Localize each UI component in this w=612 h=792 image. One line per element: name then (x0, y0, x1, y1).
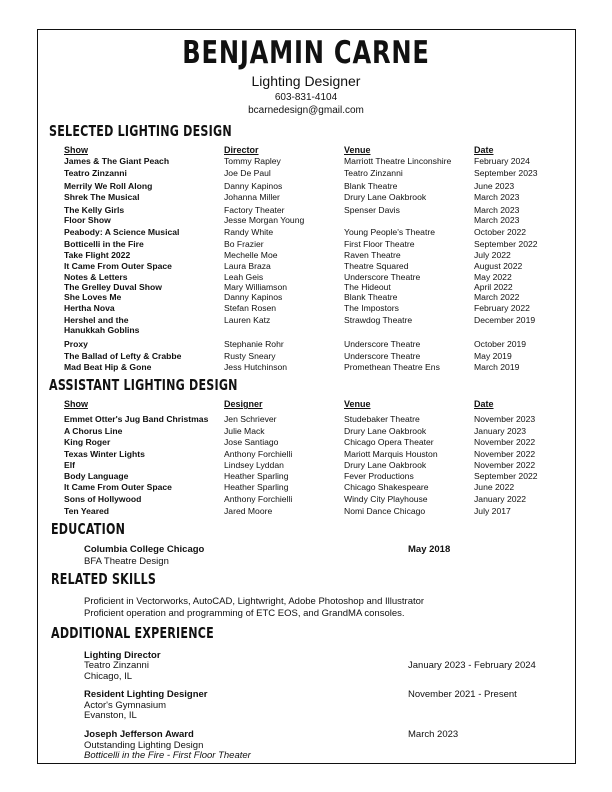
selected-cell-person: Mary Williamson (224, 282, 288, 292)
selected-cell-date: April 2022 (474, 282, 513, 292)
assistant-cell-date: July 2017 (474, 506, 511, 516)
assistant-cell-date: November 2022 (474, 460, 536, 470)
selected-cell-show: Mad Beat Hip & Gone (64, 362, 152, 372)
experience-date: January 2023 - February 2024 (408, 660, 536, 671)
education-degree: BFA Theatre Design (84, 556, 169, 567)
experience-role: Resident Lighting Designer (84, 689, 208, 700)
assistant-cell-venue: Mariott Marquis Houston (344, 449, 438, 459)
assistant-cell-date: January 2023 (474, 426, 527, 436)
selected-cell-person: Bo Frazier (224, 239, 264, 249)
assistant-cell-show: A Chorus Line (64, 426, 123, 436)
selected-cell-date: July 2022 (474, 250, 511, 260)
selected-cell-venue: Raven Theatre (344, 250, 401, 260)
selected-cell-date: October 2019 (474, 339, 527, 349)
section-heading-assistant: ASSISTANT LIGHTING DESIGN (49, 376, 238, 394)
selected-cell-show: The Grelley Duval Show (64, 282, 162, 292)
assistant-cell-date: November 2023 (474, 414, 536, 424)
selected-cell-show: Peabody: A Science Musical (64, 227, 180, 237)
selected-cell-person: Leah Geis (224, 272, 264, 282)
experience-role: Lighting Director (84, 650, 161, 661)
selected-cell-show: Take Flight 2022 (64, 250, 131, 260)
selected-cell-date: March 2022 (474, 292, 520, 302)
selected-cell-date: October 2022 (474, 227, 527, 237)
selected-cell-date: December 2019 (474, 315, 536, 325)
assistant-cell-person: Jen Schriever (224, 414, 277, 424)
selected-cell-person: Danny Kapinos (224, 292, 283, 302)
section-heading-skills: RELATED SKILLS (51, 570, 157, 588)
selected-cell-venue: Underscore Theatre (344, 339, 421, 349)
assistant-cell-show: King Roger (64, 437, 111, 447)
selected-cell-show: Botticelli in the Fire (64, 239, 144, 249)
assistant-cell-date: November 2022 (474, 449, 536, 459)
section-heading-experience: ADDITIONAL EXPERIENCE (51, 624, 214, 642)
selected-cell-person: Randy White (224, 227, 274, 237)
assistant-header-show: Show (64, 399, 88, 409)
selected-cell-date: March 2023 (474, 205, 520, 215)
assistant-cell-date: September 2022 (474, 471, 538, 481)
experience-place: Botticelli in the Fire - First Floor Theater (84, 750, 251, 761)
experience-place: Evanston, IL (84, 710, 137, 721)
selected-cell-venue: Blank Theatre (344, 181, 398, 191)
assistant-cell-person: Anthony Forchielli (224, 494, 293, 504)
selected-header-venue: Venue (344, 145, 371, 155)
section-heading-selected: SELECTED LIGHTING DESIGN (49, 122, 232, 140)
resume-name: BENJAMIN CARNE (182, 35, 430, 71)
selected-cell-venue: Blank Theatre (344, 292, 398, 302)
selected-cell-venue: Promethean Theatre Ens (344, 362, 440, 372)
selected-cell-date: May 2019 (474, 351, 512, 361)
selected-cell-date: June 2023 (474, 181, 515, 191)
experience-place: Chicago, IL (84, 671, 133, 682)
experience-org: Teatro Zinzanni (84, 660, 149, 671)
selected-cell-show: James & The Giant Peach (64, 156, 170, 166)
assistant-cell-person: Jared Moore (224, 506, 273, 516)
selected-cell-venue: Teatro Zinzanni (344, 168, 403, 178)
assistant-cell-show: Sons of Hollywood (64, 494, 142, 504)
section-heading-education: EDUCATION (51, 520, 126, 538)
selected-cell-person: Factory Theater (224, 205, 285, 215)
experience-org: Actor's Gymnasium (84, 700, 167, 711)
selected-cell-person: Stefan Rosen (224, 303, 277, 313)
assistant-cell-venue: Drury Lane Oakbrook (344, 460, 427, 470)
selected-cell-date: February 2024 (474, 156, 530, 166)
selected-cell-show: Floor Show (64, 215, 111, 225)
selected-cell-date: March 2019 (474, 362, 520, 372)
selected-cell-show: Shrek The Musical (64, 192, 140, 202)
assistant-cell-date: November 2022 (474, 437, 536, 447)
selected-cell-venue: Spenser Davis (344, 205, 400, 215)
selected-cell-show: She Loves Me (64, 292, 122, 302)
selected-cell-show: Hanukkah Goblins (64, 325, 140, 335)
assistant-cell-person: Heather Sparling (224, 471, 289, 481)
selected-cell-show: Proxy (64, 339, 88, 349)
selected-cell-date: September 2023 (474, 168, 538, 178)
selected-cell-date: March 2023 (474, 215, 520, 225)
assistant-cell-person: Lindsey Lyddan (224, 460, 284, 470)
education-date: May 2018 (408, 544, 451, 555)
assistant-cell-venue: Studebaker Theatre (344, 414, 420, 424)
assistant-cell-show: Body Language (64, 471, 129, 481)
selected-cell-person: Joe De Paul (224, 168, 271, 178)
selected-cell-venue: Young People's Theatre (344, 227, 435, 237)
selected-cell-venue: Strawdog Theatre (344, 315, 413, 325)
selected-header-show: Show (64, 145, 88, 155)
experience-org: Outstanding Lighting Design (84, 740, 204, 751)
selected-cell-show: It Came From Outer Space (64, 261, 172, 271)
selected-cell-person: Jesse Morgan Young (224, 215, 305, 225)
skill-line: Proficient in Vectorworks, AutoCAD, Lightwright, Adobe Photoshop and Illustrator (84, 596, 425, 607)
assistant-cell-venue: Drury Lane Oakbrook (344, 426, 427, 436)
assistant-cell-show: Ten Yeared (64, 506, 110, 516)
selected-cell-show: Teatro Zinzanni (64, 168, 127, 178)
selected-cell-venue: The Hideout (344, 282, 391, 292)
experience-date: March 2023 (408, 729, 459, 740)
selected-cell-venue: The Impostors (344, 303, 399, 313)
assistant-cell-venue: Chicago Shakespeare (344, 482, 429, 492)
selected-cell-venue: Marriott Theatre Linconshire (344, 156, 452, 166)
selected-cell-date: September 2022 (474, 239, 538, 249)
job-title: Lighting Designer (251, 73, 361, 89)
assistant-cell-venue: Chicago Opera Theater (344, 437, 434, 447)
selected-cell-person: Tommy Rapley (224, 156, 281, 166)
assistant-cell-venue: Windy City Playhouse (344, 494, 428, 504)
experience-date: November 2021 - Present (408, 689, 517, 700)
assistant-cell-venue: Fever Productions (344, 471, 414, 481)
assistant-cell-show: Emmet Otter's Jug Band Christmas (64, 414, 209, 424)
selected-cell-show: Merrily We Roll Along (64, 181, 153, 191)
selected-cell-person: Laura Braza (224, 261, 271, 271)
selected-cell-person: Mechelle Moe (224, 250, 278, 260)
selected-cell-person: Jess Hutchinson (224, 362, 288, 372)
selected-cell-date: February 2022 (474, 303, 530, 313)
assistant-cell-date: January 2022 (474, 494, 527, 504)
selected-cell-date: March 2023 (474, 192, 520, 202)
selected-header-person: Director (224, 145, 259, 155)
selected-cell-person: Stephanie Rohr (224, 339, 284, 349)
education-school: Columbia College Chicago (84, 544, 205, 555)
selected-cell-person: Johanna Miller (224, 192, 280, 202)
email-address: bcarnedesign@gmail.com (248, 105, 364, 116)
selected-cell-show: Notes & Letters (64, 272, 128, 282)
assistant-header-venue: Venue (344, 399, 371, 409)
selected-cell-show: The Kelly Girls (64, 205, 125, 215)
selected-cell-venue: First Floor Theatre (344, 239, 415, 249)
selected-cell-venue: Underscore Theatre (344, 272, 421, 282)
assistant-cell-venue: Nomi Dance Chicago (344, 506, 426, 516)
assistant-header-person: Designer (224, 399, 263, 409)
selected-cell-venue: Theatre Squared (344, 261, 409, 271)
experience-role: Joseph Jefferson Award (84, 729, 194, 740)
selected-cell-venue: Drury Lane Oakbrook (344, 192, 427, 202)
assistant-cell-person: Heather Sparling (224, 482, 289, 492)
assistant-cell-date: June 2022 (474, 482, 515, 492)
selected-cell-date: August 2022 (474, 261, 523, 271)
selected-cell-venue: Underscore Theatre (344, 351, 421, 361)
assistant-cell-show: Texas Winter Lights (64, 449, 145, 459)
assistant-cell-show: Elf (64, 460, 75, 470)
assistant-cell-person: Anthony Forchielli (224, 449, 293, 459)
selected-cell-show: Hershel and the (64, 315, 129, 325)
skill-line: Proficient operation and programming of ETC EOS, and GrandMA consoles. (84, 608, 405, 619)
assistant-header-date: Date (474, 399, 494, 409)
assistant-cell-show: It Came From Outer Space (64, 482, 172, 492)
selected-cell-person: Rusty Sneary (224, 351, 276, 361)
phone-number: 603-831-4104 (274, 92, 338, 103)
assistant-cell-person: Jose Santiago (224, 437, 279, 447)
selected-header-date: Date (474, 145, 494, 155)
selected-cell-show: The Ballad of Lefty & Crabbe (64, 351, 182, 361)
assistant-cell-person: Julie Mack (224, 426, 265, 436)
selected-cell-show: Hertha Nova (64, 303, 115, 313)
selected-cell-person: Danny Kapinos (224, 181, 283, 191)
selected-cell-date: May 2022 (474, 272, 512, 282)
selected-cell-person: Lauren Katz (224, 315, 271, 325)
